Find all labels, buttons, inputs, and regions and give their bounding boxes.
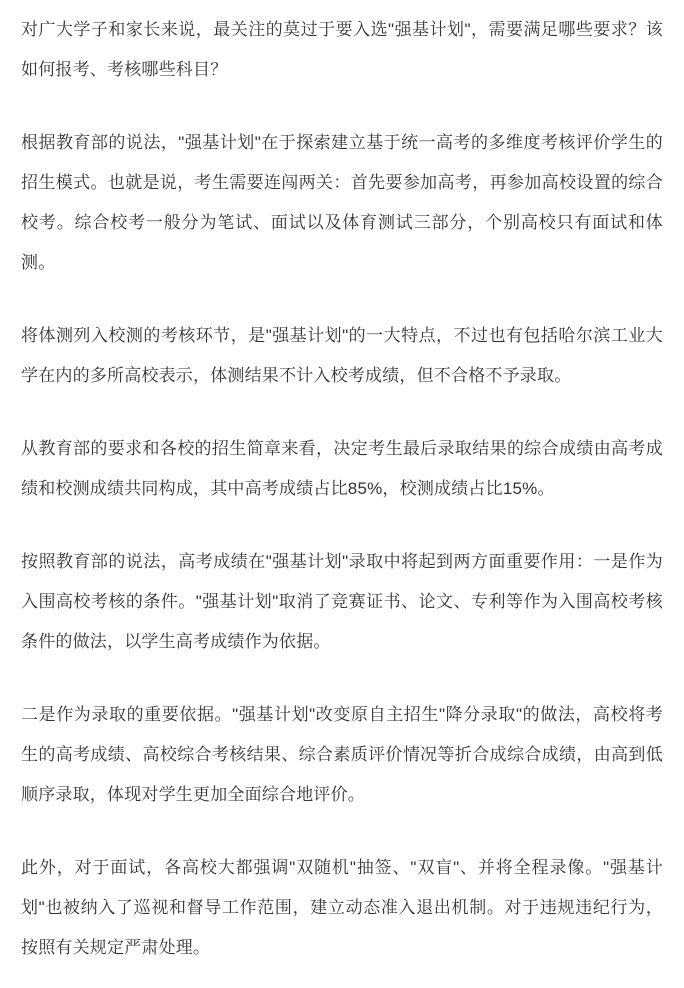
paragraph-moe-admission-model: 根据教育部的说法，"强基计划"在于探索建立基于统一高考的多维度考核评价学生的招生模式。也就是说，考生需要连闯两关：首先要参加高考，再参加高校设置的综合校考。综合校考一般分为笔试、面试以及体育测试三部分，个别高校只有面试和体测。 bbox=[21, 133, 663, 272]
paragraph-score-composition: 从教育部的要求和各校的招生简章来看，决定考生最后录取结果的综合成绩由高考成绩和校测成绩共同构成，其中高考成绩占比85%，校测成绩占比15%。 bbox=[21, 439, 663, 498]
paragraph-physical-test: 将体测列入校测的考核环节，是"强基计划"的一大特点，不过也有包括哈尔滨工业大学在内的多所高校表示，体测结果不计入校考成绩，但不合格不予录取。 bbox=[21, 326, 663, 385]
paragraph-intro-question: 对广大学子和家长来说，最关注的莫过于要入选"强基计划"，需要满足哪些要求？该如何报考、考核哪些科目？ bbox=[21, 20, 663, 79]
paragraph-interview-supervision: 此外，对于面试，各高校大都强调"双随机"抽签、"双盲"、并将全程录像。"强基计划"也被纳入了巡视和督导工作范围，建立动态准入退出机制。对于违规违纪行为，按照有关规定严肃处理。 bbox=[21, 858, 663, 957]
paragraph-gaokao-role-two: 二是作为录取的重要依据。"强基计划"改变原自主招生"降分录取"的做法，高校将考生的高考成绩、高校综合考核结果、综合素质评价情况等折合成综合成绩，由高到低顺序录取，体现对学生更加全面综合地评价。 bbox=[21, 705, 663, 804]
paragraph-gaokao-role-one: 按照教育部的说法，高考成绩在"强基计划"录取中将起到两方面重要作用：一是作为入围高校考核的条件。"强基计划"取消了竞赛证书、论文、专利等作为入围高校考核条件的做法，以学生高考成绩作为依据。 bbox=[21, 552, 663, 651]
